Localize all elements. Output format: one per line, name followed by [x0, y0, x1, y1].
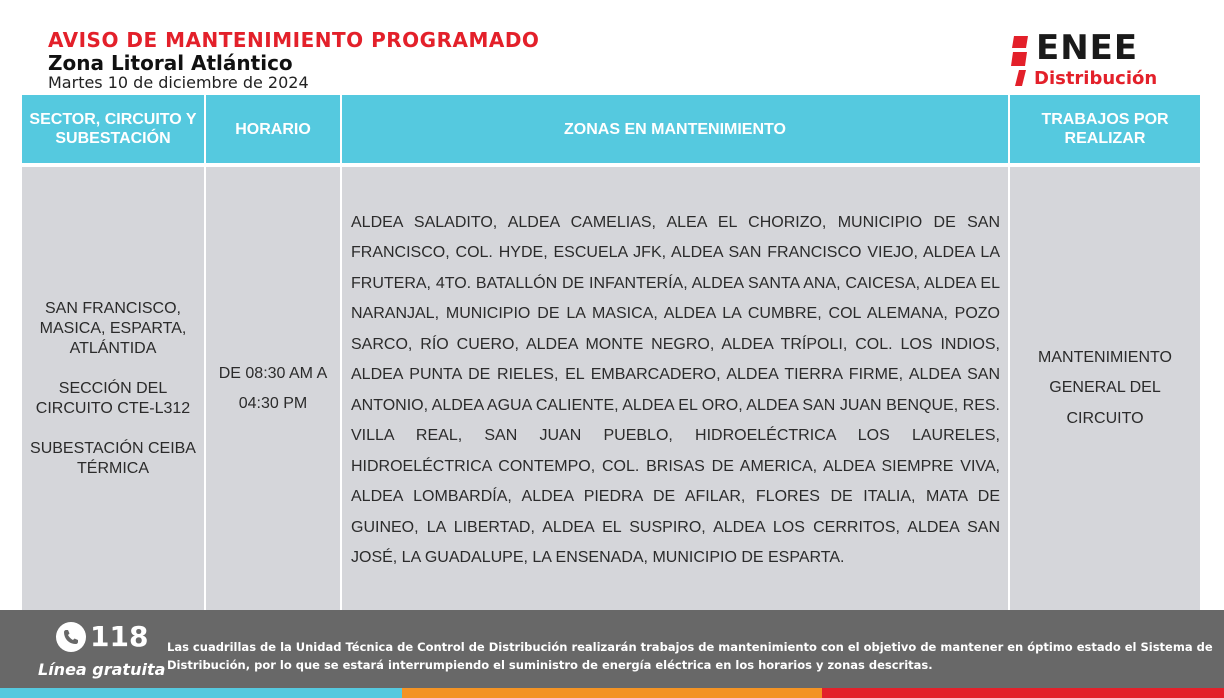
table-header-row — [21, 95, 1201, 165]
enee-logo-mark-icon — [1010, 34, 1032, 86]
logo-wordmark: ENEE — [1036, 28, 1139, 68]
zonas-cell: ALDEA SALADITO, ALDEA CAMELIAS, ALEA EL CHORIZO, MUNICIPIO DE SAN FRANCISCO, COL. HYDE, ESCUELA JFK, ALDEA SAN FRANCISCO VIEJO, ALDEA LA FRUTERA, 4TO. BATALLÓN DE INFANTERÍA, ALDEA SANTA ANA, CAICESA, ALDEA EL NARANJAL, MUNICIPIO DE LA MASICA, ALDEA LA CUMBRE, COL ALEMANA, POZO SARCO, RÍO CUERO, ALDEA MONTE NEGRO, ALDEA TRÍPOLI, COL. LOS INDIOS, ALDEA PUNTA DE RIELES, EL EMBARCADERO, ALDEA TIERRA FIRME, ALDEA SAN ANTONIO, ALDEA AGUA CALIENTE, ALDEA EL ORO, ALDEA SAN JUAN BENQUE, RES. VILLA REAL, SAN JUAN PUEBLO, HIDROELÉCTRICA LOS LAURELES, HIDROELÉCTRICA CONTEMPO, COL. BRISAS DE AMERICA, ALDEA SIEMPRE VIVA, ALDEA LOMBARDÍA, ALDEA PIEDRA DE AFILAR, FLORES DE ITALIA, MATA DE GUINEO, LA LIBERTAD, ALDEA EL SUSPIRO, ALDEA LOS CERRITOS, ALDEA SAN JOSÉ, LA GUADALUPE, LA ENSENADA, MUNICIPIO DE ESPARTA. — [341, 165, 1009, 610]
header-zonas: ZONAS EN MANTENIMIENTO — [341, 95, 1009, 165]
bottom-stripe-cyan — [0, 688, 402, 698]
phone-icon — [56, 622, 86, 652]
header-horario: HORARIO — [205, 95, 341, 165]
footer-notice: Las cuadrillas de la Unidad Técnica de Control de Distribución realizarán trabajos de mantenimiento con el objetivo de mantener en óptimo estado el Sistema de Distribución, por lo que se estará interrumpiendo el suministro de energía eléctrica en los horarios y zonas descritas. — [167, 640, 1213, 672]
maintenance-table — [20, 95, 1202, 610]
enee-logo — [1008, 30, 1188, 92]
header-trabajos: TRABAJOS POR REALIZAR — [1009, 95, 1201, 165]
sector-circuit: SECCIÓN DEL CIRCUITO CTE-L312 — [35, 379, 191, 417]
header-sector: SECTOR, CIRCUITO Y SUBESTACIÓN — [21, 95, 205, 165]
horario-cell: DE 08:30 AM A 04:30 PM — [205, 165, 341, 610]
bottom-stripe-orange — [402, 688, 822, 698]
sector-cell — [21, 165, 205, 610]
notice-title: AVISO DE MANTENIMIENTO PROGRAMADO — [48, 28, 540, 52]
bottom-stripe-red — [822, 688, 1224, 698]
zone-subtitle: Zona Litoral Atlántico — [48, 51, 293, 75]
footer-bar — [0, 610, 1224, 688]
notice-date: Martes 10 de diciembre de 2024 — [48, 73, 309, 92]
trabajos-cell: MANTENIMIENTO GENERAL DEL CIRCUITO — [1009, 165, 1201, 610]
logo-tagline: Distribución — [1034, 68, 1158, 89]
hotline — [38, 618, 166, 680]
hotline-number: 118 — [90, 620, 149, 653]
hotline-label: Línea gratuita — [38, 660, 166, 679]
table-row — [21, 165, 1201, 610]
sector-location: SAN FRANCISCO, MASICA, ESPARTA, ATLÁNTIDA — [39, 299, 187, 357]
sector-substation: SUBESTACIÓN CEIBA TÉRMICA — [30, 439, 196, 477]
